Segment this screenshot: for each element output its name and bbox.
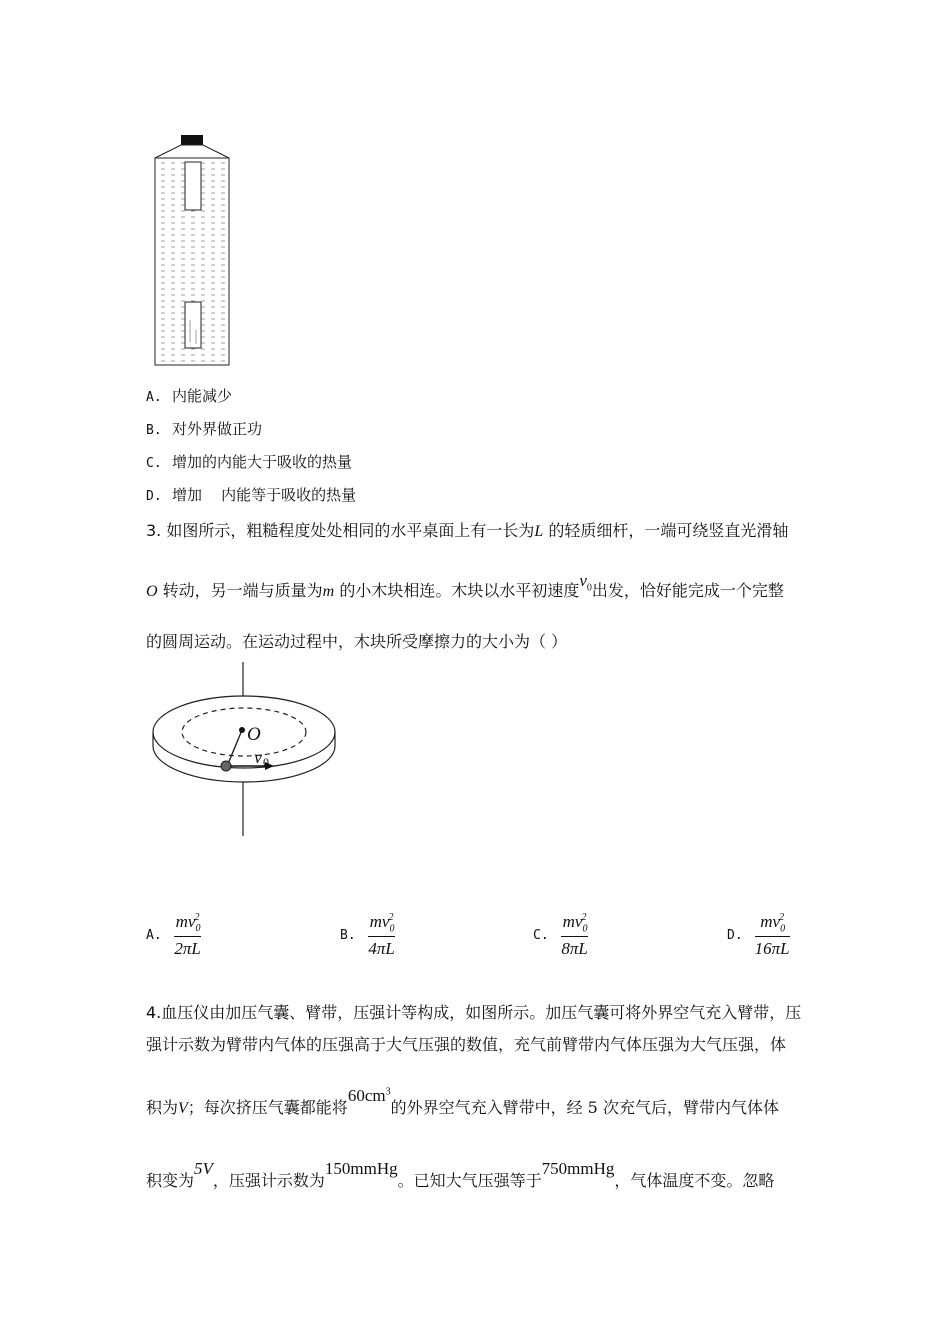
figure-label-v-sub: 0 — [263, 755, 269, 769]
q4-line3: 积为V；每次挤压气囊都能将$60cm^3$的外界空气充入臂带中，经 5 次充气后，臂带内气体体 — [146, 1086, 779, 1117]
q4-line1: 4.血压仪由加压气囊、臂带，压强计等构成，如图所示。加压气囊可将外界空气充入臂带，压 — [146, 1003, 802, 1022]
q3-line2: O 转动，另一端与质量为m 的小木块相连。木块以水平初速度$v_0$出发，恰好能完成一个完整 — [146, 571, 784, 600]
container-figure — [150, 130, 240, 370]
choice-d: D. $\frac{mv_0^2}{16\pi L}$ — [727, 912, 790, 959]
figure-label-v: v — [254, 747, 262, 767]
q4-line2: 强计示数为臂带内气体的压强高于大气压强的数值，充气前臂带内气体压强为大气压强，体 — [146, 1035, 787, 1054]
option-d: D. 增加 内能等于吸收的热量 — [146, 486, 357, 504]
option-b: B. 对外界做正功 — [146, 420, 263, 438]
option-c: C. 增加的内能大于吸收的热量 — [146, 453, 353, 471]
choice-c: C. $\frac{mv_0^2}{8\pi L}$ — [533, 912, 588, 959]
q4-line4: 积变为5V，压强计示数为150mmHg。已知大气压强等于750mmHg，气体温度不变。忽略 — [146, 1159, 775, 1190]
choice-b: B. $\frac{mv_0^2}{4\pi L}$ — [340, 912, 395, 959]
q3-line3: 的圆周运动。在运动过程中，木块所受摩擦力的大小为（ ） — [146, 632, 568, 651]
option-a: A. 内能减少 — [146, 387, 233, 405]
disk-figure — [148, 660, 344, 840]
figure-label-o: O — [247, 724, 261, 745]
q3-line1: 3. 如图所示，粗糙程度处处相同的水平桌面上有一长为L 的轻质细杆，一端可绕竖直光滑轴 — [146, 521, 789, 540]
choice-a: A. $\frac{mv_0^2}{2\pi L}$ — [146, 912, 201, 959]
